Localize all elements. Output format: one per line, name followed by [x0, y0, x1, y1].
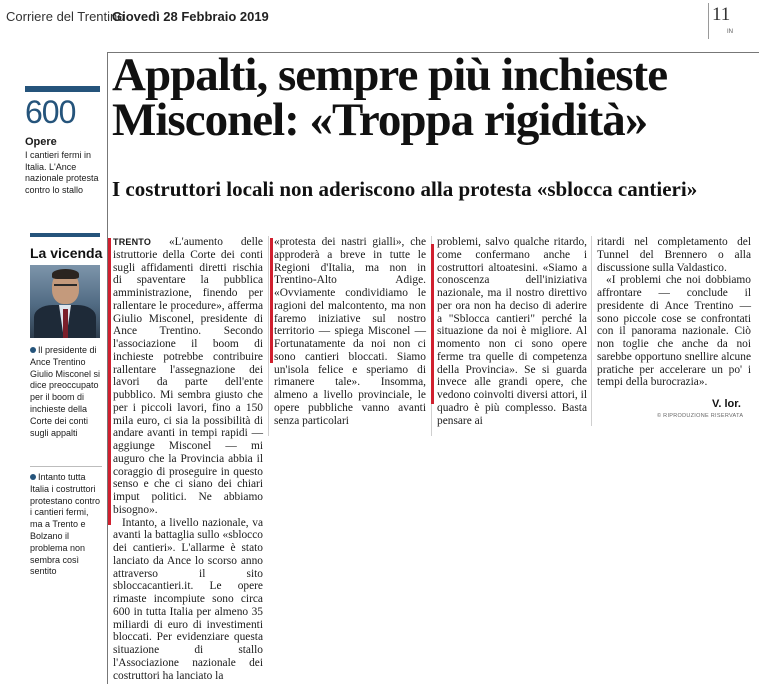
stat-accent-bar — [25, 86, 100, 92]
bullet-text: Il presidente di Ance Trentino Giulio Misconel si dice preoccupato per il boom di inchieste della Corte dei conti sugli appalti — [30, 345, 101, 438]
box-bullet — [30, 472, 102, 578]
dateline: TRENTO — [113, 237, 152, 247]
page-header — [0, 0, 759, 40]
paragraph: problemi, salvo qualche ritardo, come confermano anche i costruttori altoatesini. «Siamo a conoscenza dell'iniziativa nazionale, ma il nostro direttivo per ora non ha deciso di aderire a "Sblocca cantieri" perché la situazione da noi è migliore. Al momento non ci sono opere ferme tra quelle di competenza della Provincia». Se si guarda invece alle grandi opere, che vedono coinvolti diversi attori, il quadro è più complesso. Basta pensare ai — [437, 236, 587, 427]
photo-glasses — [54, 284, 77, 288]
paragraph: «I problemi che noi dobbiamo affrontare — conclude il presidente di Ance Trentino — sono piccole cose se confrontati con il panorama nazionale. Ciò non toglie che anche da noi sarebbe opportuno snellire alcune pratiche per accelerare un po' i tempi della burocrazia». — [597, 274, 751, 389]
box-title: La vicenda — [30, 245, 103, 261]
article-column-1 — [113, 236, 263, 682]
photo-hair — [52, 269, 79, 279]
quote-marker-bar — [270, 238, 273, 363]
box-accent-bar — [30, 233, 100, 237]
masthead: Corriere del Trentino — [6, 9, 125, 24]
quote-marker-bar — [108, 238, 111, 525]
subheadline: I costruttori locali non aderiscono alla protesta «sblocca cantieri» — [112, 177, 698, 201]
paragraph: ritardi nel completamento del Tunnel del Brennero o alla discussione sulla Valdastico. — [597, 236, 751, 274]
paragraph: «protesta dei nastri gialli», che approderà a breve in tutte le Regioni d'Italia, ma non in Trentino-Alto Adige. «Ovviamente condividiamo le ragioni del malcontento, ma non faremo iniziative sul nostro territorio — spiega Misconel — Fortunatamente da noi non ci sono cantieri bloccati. Siamo un'isola felice e speriamo di rimanere tale». Insomma, almeno a livello provinciale, le opere pubbliche vanno avanti senza particolari — [274, 236, 426, 427]
bullet-text: Intanto tutta Italia i costruttori protestano contro i cantieri fermi, ma a Trento e Bolzano il problema non sembra così sentito — [30, 472, 101, 577]
article-column-2 — [274, 236, 426, 427]
column-divider — [268, 236, 269, 436]
stat-number: 600 — [25, 94, 76, 130]
page-number: 11 — [712, 4, 731, 25]
paragraph-text: «L'aumento delle istruttorie della Corte dei conti sugli affidamenti diretti rischia di spaventare la pubblica amministrazione, finendo per rallentare le procedure», afferma Giulio Misconel, presidente di Ance Trentino. Secondo l'associazione il boom di inchieste potrebbe contribuire rallentare l'assegnazione dei lavori da parte dell'ente pubblico. Mi sembra giusto che per i piccoli lavori, fino a 150 mila euro, ci sia la possibilità di andare avanti in tempi rapidi — aggiunge Misconel — mi auguro che la Provincia abbia il coraggio di proseguire in questo senso e che ci siano dei chiari imput politici. Ne abbiamo bisogno». — [113, 236, 263, 516]
article-column-4 — [597, 236, 751, 389]
headline — [112, 49, 732, 146]
quote-marker-bar — [431, 244, 434, 404]
box-bullet — [30, 345, 102, 439]
page-tag: IN — [727, 29, 733, 35]
bullet-dot-icon — [30, 347, 36, 353]
portrait-photo — [30, 265, 100, 338]
rights-notice: © RIPRODUZIONE RISERVATA — [657, 413, 744, 419]
bullet-dot-icon — [30, 474, 36, 480]
headline-line-2: Misconel: «Troppa rigidità» — [112, 94, 648, 146]
stat-description: I cantieri fermi in Italia. L'Ance nazionale protesta contro lo stallo — [25, 150, 99, 195]
issue-date: Giovedì 28 Febbraio 2019 — [112, 9, 269, 24]
paragraph — [113, 236, 263, 517]
photo-tie — [63, 309, 68, 338]
paragraph: Intanto, a livello nazionale, va avanti la battaglia sullo «sblocco dei cantieri». L'allarme è stato lanciato da Ance lo scorso anno attraverso il sito sbloccacantieri.it. Le opere rimaste incompiute sono circa 600 in tutta Italia per almeno 35 miliardi di euro di investimenti bloccati. Per evidenziare questa situazione di stallo l'Associazione nazionale dei costruttori ha lanciato la — [113, 516, 263, 682]
bullet-divider — [30, 466, 102, 467]
column-divider — [591, 236, 592, 426]
byline: V. lor. — [712, 398, 741, 410]
stat-label: Opere — [25, 136, 57, 148]
article-column-3 — [437, 236, 587, 427]
headline-line-1: Appalti, sempre più inchieste — [112, 49, 668, 101]
header-divider — [708, 3, 709, 39]
